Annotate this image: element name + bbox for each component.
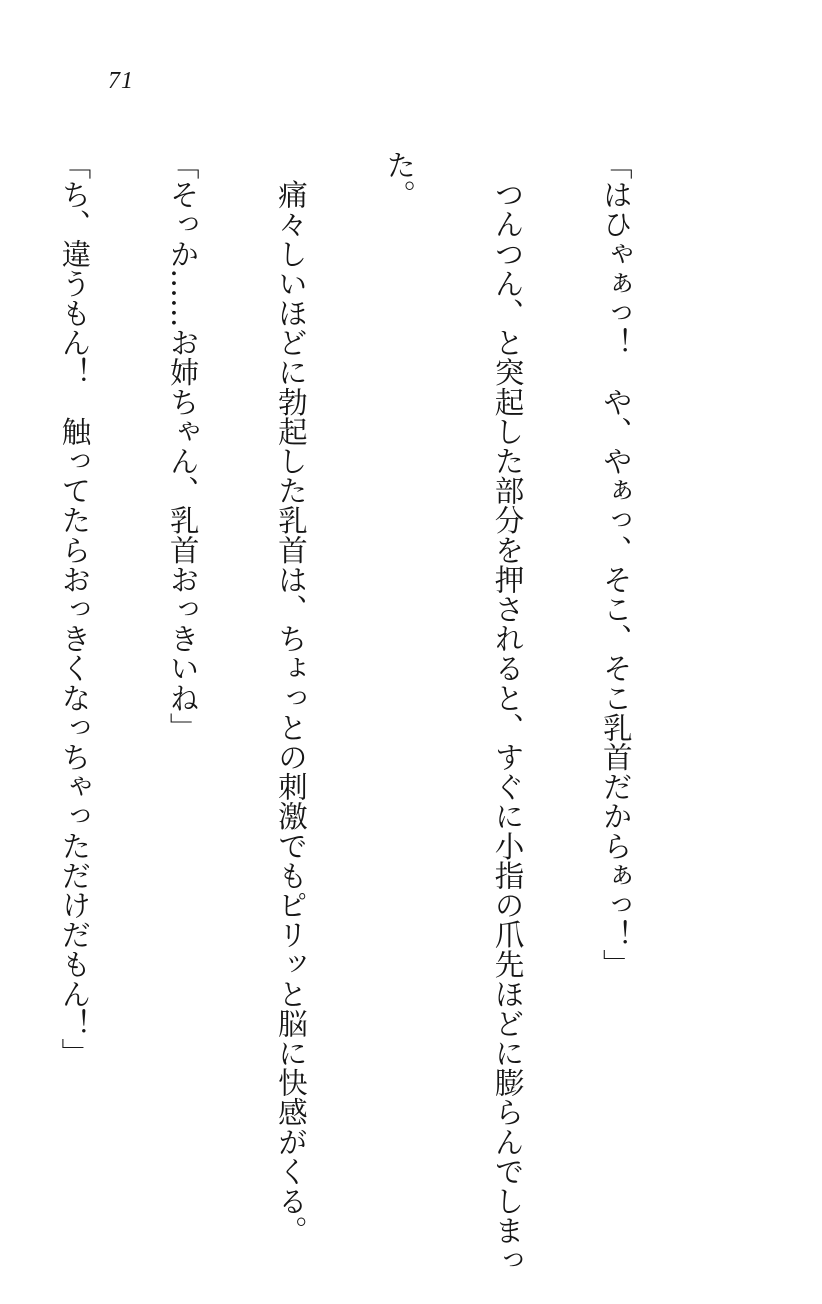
text-line: 痛々しいほどに勃起した乳首は、ちょっとの刺激でもピリッと脳に快感がくる。 [273, 150, 308, 1246]
text-line: 「ち、違うもん！ 触ってたらおっきくなっちゃっただけだもん！」 [57, 150, 92, 1068]
text-line: た。 [382, 150, 417, 210]
text-line: つんつん、と突起した部分を押されると、すぐに小指の爪先ほどに膨らんでしまっ [490, 150, 525, 1275]
body-text [57, 150, 706, 1275]
text-line: 「そっか……お姉ちゃん、乳首おっきいね」 [165, 150, 200, 742]
page-number: 71 [108, 68, 134, 94]
text-line: 「はひゃぁっ！ や、やぁっ、そこ、そこ乳首だからぁっ！」 [598, 150, 633, 979]
